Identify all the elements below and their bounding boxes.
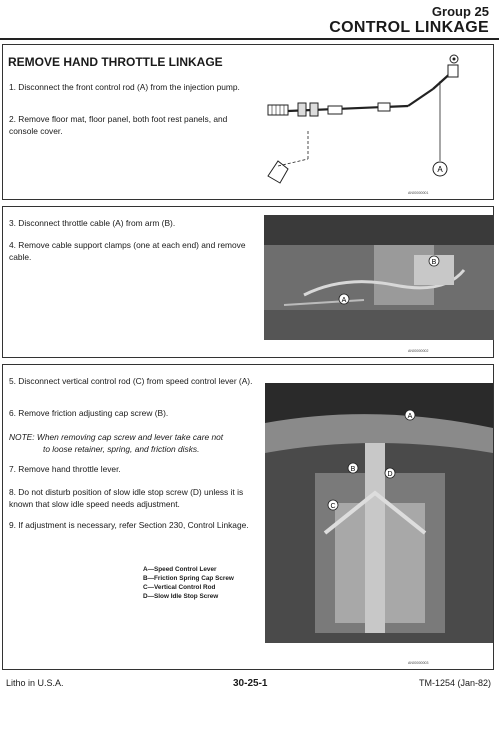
throttle-cable-photo: [264, 215, 494, 340]
panel-remove-hand-throttle: [2, 44, 494, 200]
figure-code: AN00000003: [408, 661, 429, 665]
step-5: 5. Disconnect vertical control rod (C) from speed control lever (A).: [9, 376, 253, 386]
step-6: 6. Remove friction adjusting cap screw (B).: [9, 408, 169, 418]
legend-item: B—Friction Spring Cap Screw: [143, 575, 234, 582]
document-id: TM-1254 (Jan-82): [418, 678, 491, 688]
footer-litho: Litho in U.S.A.: [6, 678, 64, 688]
section-title: REMOVE HAND THROTTLE LINKAGE: [8, 55, 223, 69]
step-9: 9. If adjustment is necessary, refer Section 230, Control Linkage.: [9, 520, 249, 530]
legend-item: D—Slow Idle Stop Screw: [143, 593, 219, 600]
legend: [143, 565, 234, 601]
callout-d: D: [387, 471, 393, 478]
page-title: CONTROL LINKAGE: [329, 19, 489, 36]
callout-a: A: [437, 165, 443, 174]
step-4: 4. Remove cable support clamps (one at each end) and remove cable.: [9, 240, 246, 262]
note-rest: to loose retainer, spring, and friction disks.: [43, 443, 200, 454]
panel-throttle-cable: [2, 206, 494, 358]
step-8: 8. Do not disturb position of slow idle stop screw (D) unless it is known that slow idle speed needs adjustment.: [9, 487, 244, 509]
callout-b: B: [431, 259, 437, 266]
callout-b: B: [350, 466, 356, 473]
header-rule: [0, 38, 499, 40]
note: [9, 432, 255, 455]
legend-item: A—Speed Control Lever: [143, 566, 217, 573]
step-7: 7. Remove hand throttle lever.: [9, 464, 121, 474]
step-2: 2. Remove floor mat, floor panel, both foot rest panels, and console cover.: [9, 114, 228, 136]
group-label: Group 25: [431, 4, 489, 19]
step-1: 1. Disconnect the front control rod (A) from the injection pump.: [9, 82, 240, 92]
legend-item: C—Vertical Control Rod: [143, 584, 216, 591]
callout-a: A: [341, 297, 347, 304]
speed-control-photo: [265, 383, 493, 643]
callout-a: A: [407, 413, 413, 420]
note-lead: NOTE: When removing cap screw and lever take care not: [9, 432, 224, 442]
step-3: 3. Disconnect throttle cable (A) from arm (B).: [9, 218, 176, 228]
control-rod-illustration: [258, 51, 498, 191]
panel-speed-control: [2, 364, 494, 670]
figure-code: AN00000002: [408, 349, 429, 353]
page-number: 30-25-1: [233, 678, 268, 689]
callout-c: C: [330, 503, 336, 510]
figure-code: AN00000001: [408, 191, 429, 195]
